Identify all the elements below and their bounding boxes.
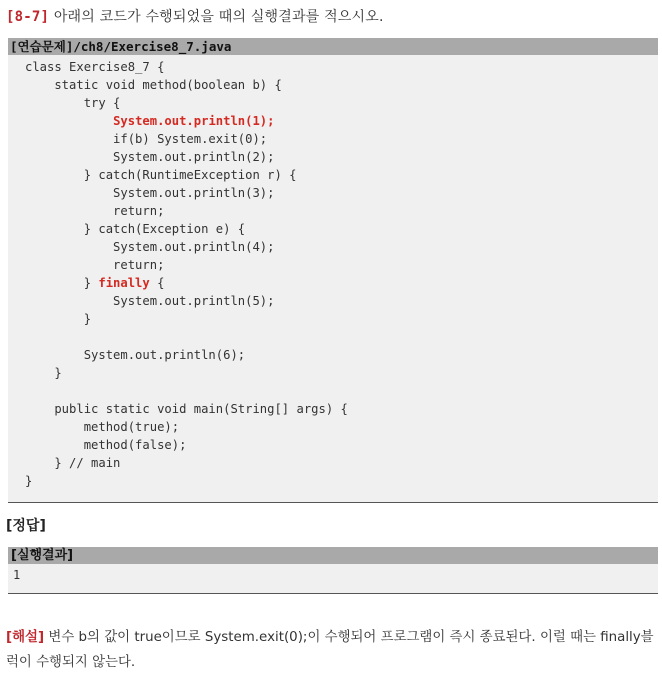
code-line — [25, 346, 658, 364]
code-text: public static void main(String[] args) { — [25, 402, 348, 416]
code-line — [25, 436, 658, 454]
code-line — [25, 292, 658, 310]
code-text: } // main — [25, 456, 121, 470]
code-line — [25, 382, 658, 400]
answer-label: [정답] — [6, 518, 46, 534]
code-text: try { — [25, 96, 121, 110]
code-text: } — [25, 312, 92, 326]
code-highlight: finally — [98, 276, 150, 290]
code-text: System.out.println(5); — [25, 294, 275, 308]
code-block — [8, 55, 658, 503]
code-line — [25, 220, 658, 238]
code-line — [25, 238, 658, 256]
code-text: return; — [25, 204, 165, 218]
code-line — [25, 58, 658, 76]
code-line — [25, 256, 658, 274]
code-line — [25, 328, 658, 346]
question-text: 아래의 코드가 수행되었을 때의 실행결과를 적으시오. — [53, 9, 384, 25]
code-line — [25, 112, 658, 130]
code-text: { — [149, 276, 165, 290]
code-line — [25, 418, 658, 436]
result-output: 1 — [13, 568, 21, 582]
result-header: [실행결과] — [8, 547, 658, 564]
code-text: } — [25, 366, 62, 380]
code-text: } catch(Exception e) { — [25, 222, 246, 236]
code-text: class Exercise8_7 { — [25, 60, 165, 74]
code-line — [25, 364, 658, 382]
code-line — [25, 130, 658, 148]
code-line — [25, 454, 658, 472]
code-text: if(b) System.exit(0); — [25, 132, 268, 146]
code-text: System.out.println(6); — [25, 348, 246, 362]
question-line — [6, 6, 384, 26]
code-line — [25, 202, 658, 220]
explanation-tag: [해설] — [6, 630, 45, 645]
code-text: return; — [25, 258, 165, 272]
code-line — [25, 76, 658, 94]
explanation-text: 변수 b의 값이 true이므로 System.exit(0);이 수행되어 프로그램이 즉시 종료된다. 이럴 때는 finally블럭이 수행되지 않는다. — [6, 630, 654, 670]
explanation — [6, 625, 658, 675]
code-text: } — [25, 474, 33, 488]
result-box — [8, 564, 658, 594]
code-header: [연습문제]/ch8/Exercise8_7.java — [8, 38, 658, 55]
code-highlight: System.out.println(1); — [113, 114, 275, 128]
code-line — [25, 472, 658, 490]
code-line — [25, 274, 658, 292]
code-text: } — [25, 276, 99, 290]
code-text: static void method(boolean b) { — [25, 78, 282, 92]
code-text: method(true); — [25, 420, 180, 434]
code-line — [25, 310, 658, 328]
code-text — [25, 114, 113, 128]
code-line — [25, 184, 658, 202]
question-number: [8-7] — [6, 9, 50, 25]
code-text: System.out.println(3); — [25, 186, 275, 200]
code-line — [25, 166, 658, 184]
code-line — [25, 148, 658, 166]
code-text: method(false); — [25, 438, 187, 452]
code-text: System.out.println(2); — [25, 150, 275, 164]
code-text: } catch(RuntimeException r) { — [25, 168, 297, 182]
code-line — [25, 94, 658, 112]
code-line — [25, 400, 658, 418]
code-listing — [8, 55, 658, 490]
code-text: System.out.println(4); — [25, 240, 275, 254]
